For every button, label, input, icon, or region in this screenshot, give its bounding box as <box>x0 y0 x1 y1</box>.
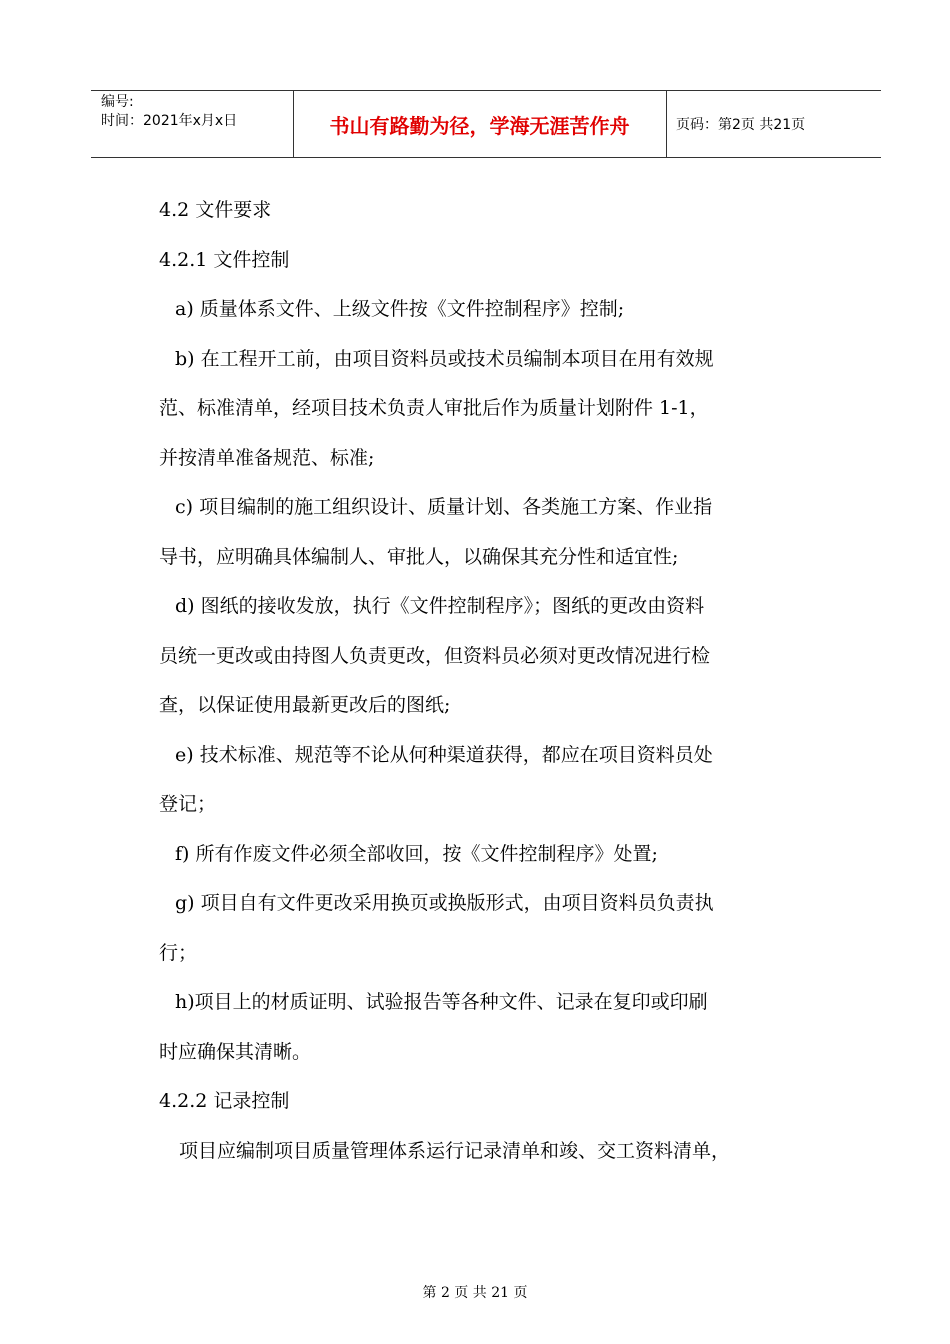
list-item-b-cont: 并按清单准备规范、标准; <box>159 446 375 469</box>
document-time-label: 时间：2021年x月x日 <box>101 113 238 129</box>
list-item-h-cont: 时应确保其清晰。 <box>159 1040 312 1063</box>
section-heading-4-2: 4.2 文件要求 <box>159 199 272 221</box>
list-item-c-cont: 导书，应明确具体编制人、审批人，以确保其充分性和适宜性; <box>159 545 679 568</box>
list-item-a: a) 质量体系文件、上级文件按《文件控制程序》控制; <box>175 298 625 320</box>
document-number-label: 编号: <box>101 94 134 110</box>
header-motto: 书山有路勤为径，学海无涯苦作舟 <box>329 113 630 138</box>
list-item-d-cont: 员统一更改或由持图人负责更改，但资料员必须对更改情况进行检 <box>159 644 711 667</box>
list-item-b: b) 在工程开工前，由项目资料员或技术员编制本项目在用有效规 <box>175 347 714 370</box>
list-item-b-cont: 范、标准清单，经项目技术负责人审批后作为质量计划附件 1-1， <box>159 397 709 419</box>
header-divider-right <box>666 91 667 157</box>
list-item-g: g) 项目自有文件更改采用换页或换版形式，由项目资料员负责执 <box>175 892 714 914</box>
document-header <box>91 90 881 158</box>
list-item-d: d) 图纸的接收发放，执行《文件控制程序》；图纸的更改由资料 <box>175 595 705 617</box>
list-item-d-cont: 查，以保证使用最新更改后的图纸; <box>159 694 451 716</box>
list-item-f: f) 所有作废文件必须全部收回，按《文件控制程序》处置; <box>175 842 658 865</box>
list-item-e: e) 技术标准、规范等不论从何种渠道获得，都应在项目资料员处 <box>175 743 713 766</box>
body-paragraph: 项目应编制项目质量管理体系运行记录清单和竣、交工资料清单， <box>179 1139 731 1162</box>
section-heading-4-2-2: 4.2.2 记录控制 <box>159 1090 290 1112</box>
page-footer: 第 2 页 共 21 页 <box>422 1285 528 1301</box>
document-body <box>159 186 824 1176</box>
list-item-c: c) 项目编制的施工组织设计、质量计划、各类施工方案、作业指 <box>175 496 713 518</box>
list-item-e-cont: 登记； <box>159 793 217 815</box>
list-item-h: h)项目上的材质证明、试验报告等各种文件、记录在复印或印刷 <box>175 991 708 1013</box>
header-meta <box>101 93 293 131</box>
list-item-g-cont: 行； <box>159 941 198 964</box>
section-heading-4-2-1: 4.2.1 文件控制 <box>159 248 290 271</box>
header-page-info: 页码：第2页 共21页 <box>676 117 806 133</box>
